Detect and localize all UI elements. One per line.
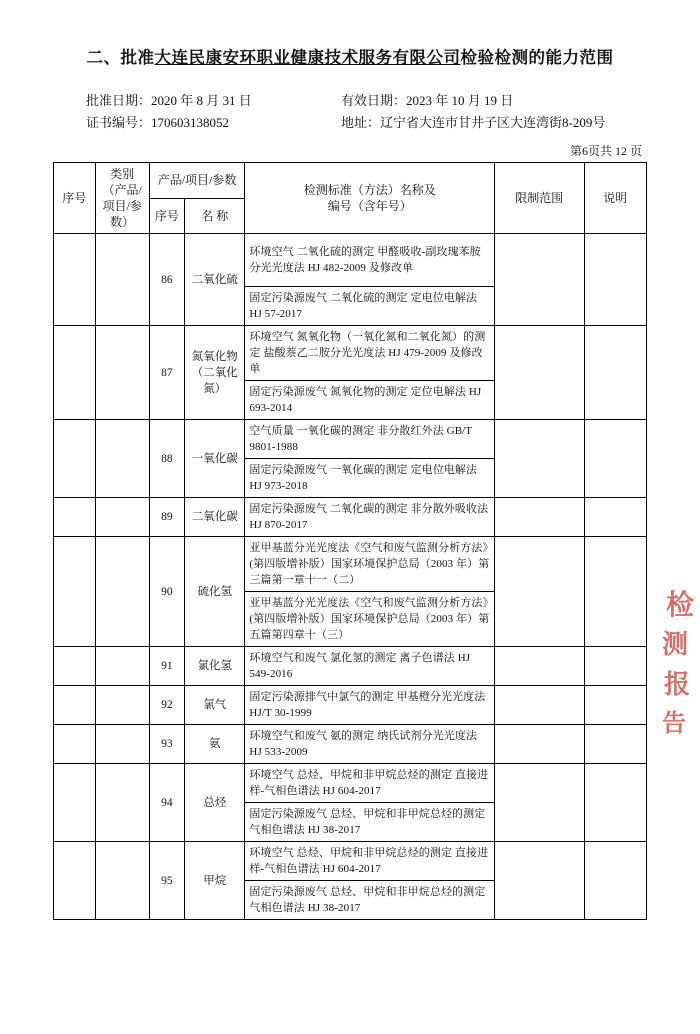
header-standard-line1: 检测标准（方法）名称及 bbox=[303, 183, 436, 197]
page-indicator: 第6页共 12 页 bbox=[569, 144, 642, 158]
cell-limit bbox=[495, 842, 584, 920]
cell-remark bbox=[584, 647, 646, 686]
cell-standard: 环境空气 总烃、甲烷和非甲烷总烃的测定 直接进样-气相色谱法 HJ 604-2017 bbox=[245, 764, 495, 803]
cell-category bbox=[95, 725, 149, 764]
cell-product-seq: 95 bbox=[149, 842, 184, 920]
cell-standard: 亚甲基蓝分光光度法《空气和废气监测分析方法》(第四版增补版）国家环境保护总局（2003 年）第五篇第四章十（三） bbox=[245, 592, 495, 647]
cell-seq bbox=[54, 420, 96, 498]
header-seq: 序号 bbox=[54, 163, 96, 234]
cell-standard: 环境空气和废气 氯化氢的测定 离子色谱法 HJ 549-2016 bbox=[245, 647, 495, 686]
cell-standard: 固定污染源废气 一氧化碳的测定 定电位电解法 HJ 973-2018 bbox=[245, 459, 495, 498]
cell-seq bbox=[54, 498, 96, 537]
cell-product-seq: 89 bbox=[149, 498, 184, 537]
page-title bbox=[0, 44, 700, 68]
cell-category bbox=[95, 686, 149, 725]
cell-product-seq: 90 bbox=[149, 537, 184, 647]
cell-limit bbox=[495, 647, 584, 686]
cell-product-name: 氮氧化物（二氧化氮） bbox=[185, 326, 245, 420]
cell-remark bbox=[584, 686, 646, 725]
cell-category bbox=[95, 764, 149, 842]
meta-row-dates bbox=[86, 90, 622, 112]
cell-seq bbox=[54, 537, 96, 647]
cell-seq bbox=[54, 686, 96, 725]
cell-category bbox=[95, 420, 149, 498]
cell-remark bbox=[584, 498, 646, 537]
cell-limit bbox=[495, 537, 584, 647]
valid-date-label: 有效日期： bbox=[341, 93, 407, 108]
table-body bbox=[54, 234, 647, 920]
approval-date bbox=[86, 90, 341, 112]
title-prefix: 二、批准 bbox=[86, 48, 155, 67]
cell-seq bbox=[54, 725, 96, 764]
cell-product-seq: 93 bbox=[149, 725, 184, 764]
cell-standard: 固定污染源废气 二氧化硫的测定 定电位电解法 HJ 57-2017 bbox=[245, 287, 495, 326]
table-row bbox=[54, 498, 647, 537]
cell-product-name: 二氧化碳 bbox=[185, 498, 245, 537]
seal-mark-icon: 告 bbox=[662, 711, 686, 737]
meta-row-cert bbox=[86, 112, 622, 134]
cell-product-name: 甲烷 bbox=[185, 842, 245, 920]
approval-date-label: 批准日期： bbox=[86, 93, 152, 108]
cell-standard: 环境空气 总烃、甲烷和非甲烷总烃的测定 直接进样-气相色谱法 HJ 604-2017 bbox=[245, 842, 495, 881]
cell-standard: 固定污染源废气 总烃、甲烷和非甲烷总烃的测定 气相色谱法 HJ 38-2017 bbox=[245, 881, 495, 920]
cell-standard: 固定污染源废气 二氧化碳的测定 非分散外吸收法 HJ 870-2017 bbox=[245, 498, 495, 537]
table-row bbox=[54, 326, 647, 381]
header-limit: 限制范围 bbox=[495, 163, 584, 234]
cell-product-seq: 88 bbox=[149, 420, 184, 498]
cert-no-label: 证书编号： bbox=[86, 115, 152, 130]
title-suffix: 检验检测的能力范围 bbox=[460, 48, 614, 67]
table-row bbox=[54, 647, 647, 686]
cell-category bbox=[95, 498, 149, 537]
cell-seq bbox=[54, 326, 96, 420]
table-row bbox=[54, 537, 647, 592]
document-page bbox=[0, 44, 700, 1034]
cell-standard: 固定污染源废气 总烃、甲烷和非甲烷总烃的测定 气相色谱法 HJ 38-2017 bbox=[245, 803, 495, 842]
cell-product-name: 二氧化硫 bbox=[185, 234, 245, 326]
cell-seq bbox=[54, 234, 96, 326]
header-category: 类别（产品/项目/参数） bbox=[95, 163, 149, 234]
cell-category bbox=[95, 234, 149, 326]
header-product-group: 产品/项目/参数 bbox=[149, 163, 245, 199]
cell-category bbox=[95, 647, 149, 686]
capability-table bbox=[53, 162, 647, 920]
cell-standard: 空气质量 一氧化碳的测定 非分散红外法 GB/T 9801-1988 bbox=[245, 420, 495, 459]
valid-date bbox=[341, 90, 513, 112]
cell-product-seq: 92 bbox=[149, 686, 184, 725]
cell-seq bbox=[54, 647, 96, 686]
cell-product-seq: 87 bbox=[149, 326, 184, 420]
cert-no bbox=[86, 112, 341, 134]
cell-standard: 固定污染源排气中氯气的测定 甲基橙分光光度法 HJ/T 30-1999 bbox=[245, 686, 495, 725]
cell-product-name: 一氧化碳 bbox=[185, 420, 245, 498]
cell-remark bbox=[584, 725, 646, 764]
cell-category bbox=[95, 842, 149, 920]
seal-mark-icon: 检 bbox=[665, 590, 694, 621]
cell-product-seq: 86 bbox=[149, 234, 184, 326]
certificate-meta bbox=[0, 90, 700, 134]
table-row bbox=[54, 234, 647, 287]
valid-date-value: 2023 年 10 月 19 日 bbox=[406, 93, 514, 108]
header-standard bbox=[245, 163, 495, 234]
table-row bbox=[54, 764, 647, 803]
cell-product-name: 硫化氢 bbox=[185, 537, 245, 647]
cell-limit bbox=[495, 498, 584, 537]
cell-limit bbox=[495, 764, 584, 842]
cell-product-seq: 94 bbox=[149, 764, 184, 842]
approval-date-value: 2020 年 8 月 31 日 bbox=[151, 93, 252, 108]
header-standard-line2: 编号（含年号） bbox=[327, 199, 412, 213]
cell-remark bbox=[584, 326, 646, 420]
address bbox=[341, 112, 605, 134]
table-row bbox=[54, 686, 647, 725]
table-row bbox=[54, 842, 647, 881]
header-remark: 说明 bbox=[584, 163, 646, 234]
cell-limit bbox=[495, 420, 584, 498]
cell-limit bbox=[495, 725, 584, 764]
cell-product-name: 氯化氢 bbox=[185, 647, 245, 686]
address-value: 辽宁省大连市甘井子区大连湾街8-209号 bbox=[380, 115, 606, 130]
cell-limit bbox=[495, 686, 584, 725]
cell-limit bbox=[495, 326, 584, 420]
cell-remark bbox=[584, 764, 646, 842]
cell-remark bbox=[584, 842, 646, 920]
cell-standard: 环境空气和废气 氨的测定 纳氏试剂分光光度法 HJ 533-2009 bbox=[245, 725, 495, 764]
cell-standard: 环境空气 二氧化硫的测定 甲醛吸收-副玫瑰苯胺分光光度法 HJ 482-2009 及修改单 bbox=[245, 234, 495, 287]
cell-product-name: 氨 bbox=[185, 725, 245, 764]
cell-product-name: 氯气 bbox=[185, 686, 245, 725]
cell-category bbox=[95, 326, 149, 420]
cell-standard: 亚甲基蓝分光光度法《空气和废气监测分析方法》(第四版增补版）国家环境保护总局（2003 年）第三篇第一章十一（二） bbox=[245, 537, 495, 592]
cell-category bbox=[95, 537, 149, 647]
table-header-row bbox=[54, 163, 647, 199]
title-underline: 大连民康安环职业健康技术服务有限公司 bbox=[154, 48, 461, 67]
header-product-name: 名 称 bbox=[185, 198, 245, 234]
seal-mark-icon: 报 bbox=[663, 670, 690, 699]
cell-remark bbox=[584, 234, 646, 326]
table-row bbox=[54, 420, 647, 459]
cell-standard: 环境空气 氮氧化物（一氧化氮和二氧化氮）的测定 盐酸萘乙二胺分光光度法 HJ 479-2009 及修改单 bbox=[245, 326, 495, 381]
cell-product-name: 总烃 bbox=[185, 764, 245, 842]
header-product-seq: 序号 bbox=[149, 198, 184, 234]
cell-limit bbox=[495, 234, 584, 326]
cert-no-value: 170603138052 bbox=[151, 115, 230, 130]
cell-product-seq: 91 bbox=[149, 647, 184, 686]
cell-seq bbox=[54, 764, 96, 842]
cell-remark bbox=[584, 420, 646, 498]
address-label: 地址： bbox=[341, 115, 381, 130]
table-row bbox=[54, 725, 647, 764]
cell-standard: 固定污染源废气 氮氧化物的测定 定位电解法 HJ 693-2014 bbox=[245, 381, 495, 420]
cell-seq bbox=[54, 842, 96, 920]
cell-remark bbox=[584, 537, 646, 647]
seal-mark-icon: 测 bbox=[661, 630, 688, 659]
